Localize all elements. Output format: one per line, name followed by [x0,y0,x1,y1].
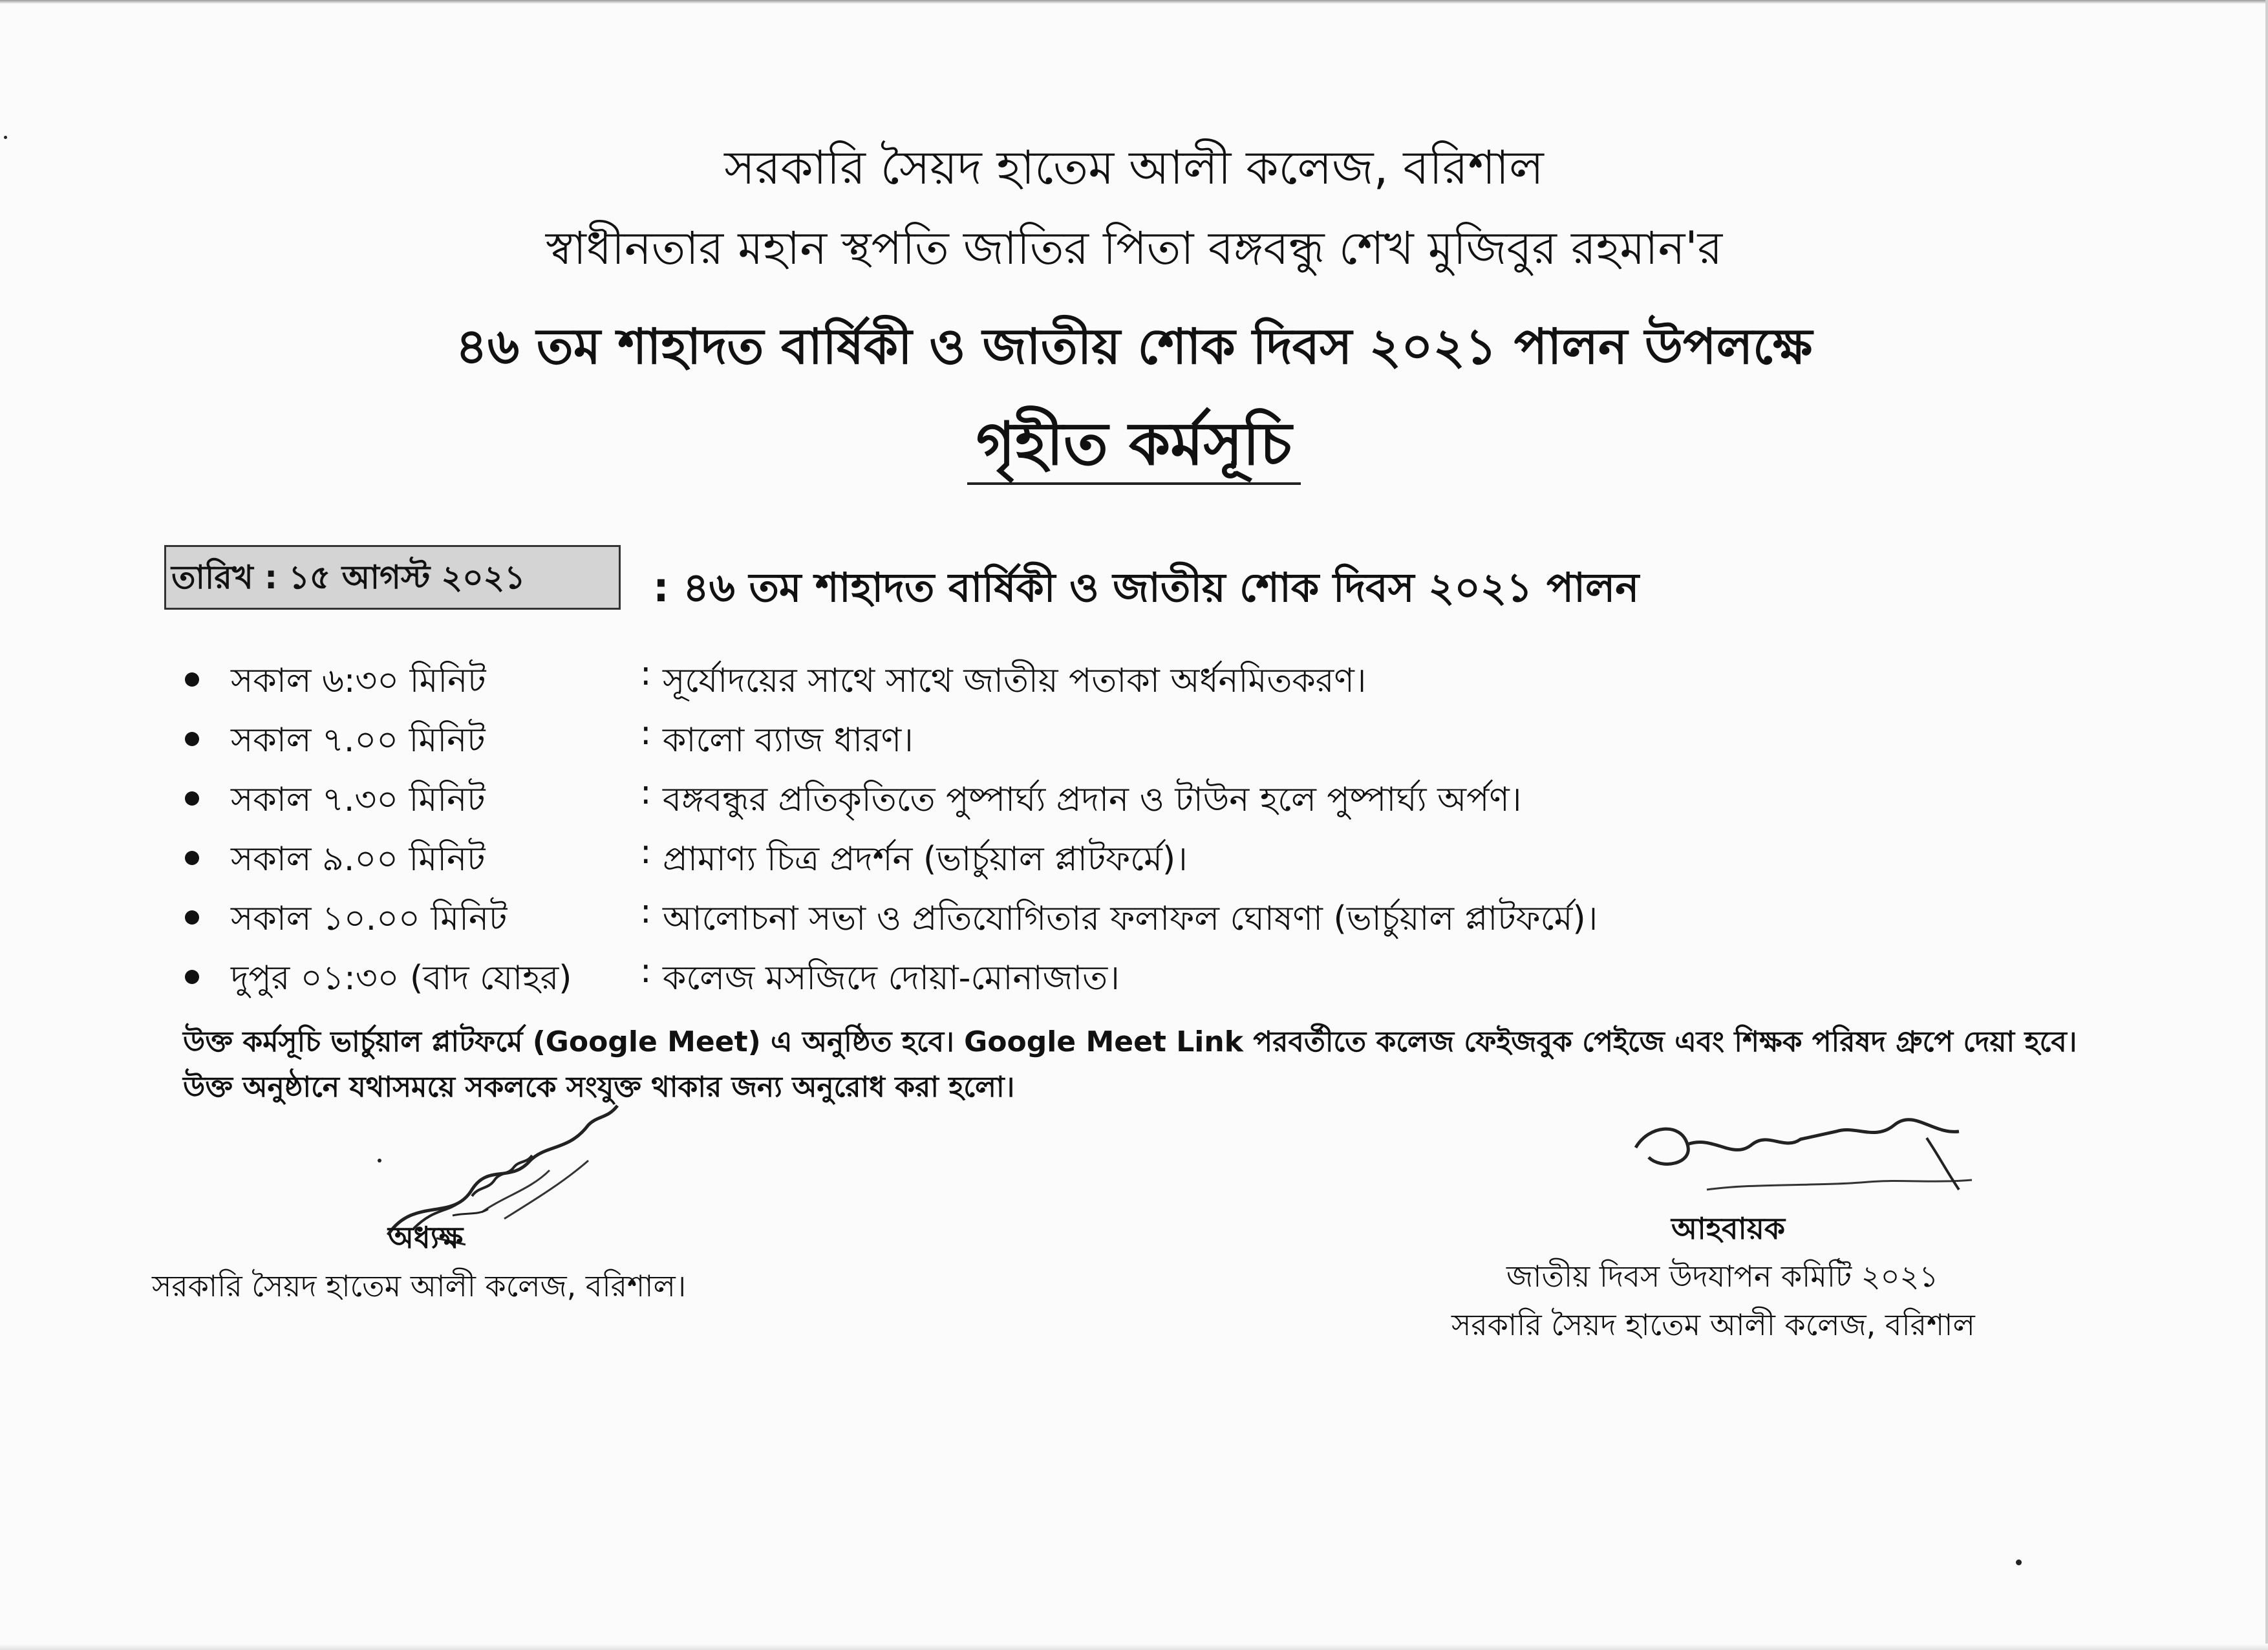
schedule-activity: কালো ব্যাজ ধারণ। [663,721,914,760]
principal-role: অধ্যক্ষ [388,1220,464,1255]
schedule-separator: : [640,714,652,753]
bullet-icon [185,732,199,746]
schedule-separator: : [640,654,652,693]
note-line: উক্ত অনুষ্ঠানে যথাসময়ে সকলকে সংযুক্ত থাকার জন্য অনুরোধ করা হলো। [183,1071,1015,1104]
schedule-item [0,773,2268,825]
schedule-separator: : [640,833,652,872]
schedule-item [0,892,2268,944]
schedule-activity: কলেজ মসজিদে দোয়া-মোনাজাত। [663,959,1120,998]
occasion-heading: ৪৬ তম শাহাদত বার্ষিকী ও জাতীয় শোক দিবস ২০২১ পালন উপলক্ষে [455,317,1813,375]
schedule-activity: প্রামাণ্য চিত্র প্রদর্শন (ভার্চুয়াল প্লাটফর্মে)। [663,840,1188,879]
scan-edge-bottom [0,1644,2268,1650]
schedule-activity: আলোচনা সভা ও প্রতিযোগিতার ফলাফল ঘোষণা (ভার্চুয়াল প্লাটফর্মে)। [663,899,1598,938]
bullet-icon [185,910,199,925]
schedule-item [0,952,2268,1003]
principal-organization: সরকারি সৈয়দ হাতেম আলী কলেজ, বরিশাল। [152,1269,687,1303]
tribute-heading: স্বাধীনতার মহান স্থপতি জাতির পিতা বঙ্গবন্ধু শেখ মুজিবুর রহমান'র [545,222,1723,275]
schedule-time: সকাল ৭.০০ মিনিট [231,721,486,760]
schedule-activity: বঙ্গবন্ধুর প্রতিকৃতিতে পুষ্পার্ঘ্য প্রদান ও টাউন হলে পুষ্পার্ঘ্য অর্পণ। [663,780,1522,819]
note-line: উক্ত কর্মসূচি ভার্চুয়াল প্লাটফর্মে (Google Meet) এ অনুষ্ঠিত হবে। Google Meet Link পরবর্তীতে কলেজ ফেইজবুক পেইজে এবং শিক্ষক পরিষদ গ্রুপে দেয়া হবে। [183,1025,2077,1058]
schedule-item [0,833,2268,884]
convener-organization: সরকারি সৈয়দ হাতেম আলী কলেজ, বরিশাল [1451,1307,1975,1342]
date-event-text: : ৪৬ তম শাহাদত বার্ষিকী ও জাতীয় শোক দিবস ২০২১ পালন [653,564,1640,611]
scan-edge-top [0,0,2268,4]
bullet-icon [185,970,199,984]
schedule-time: সকাল ৯.০০ মিনিট [231,840,486,879]
schedule-item [0,714,2268,766]
convener-committee: জাতীয় দিবস উদযাপন কমিটি ২০২১ [1506,1259,1939,1294]
program-title [0,398,2268,497]
scan-speck [378,1159,381,1162]
bullet-icon [185,672,199,687]
schedule-time: সকাল ১০.০০ মিনিট [231,899,508,938]
convener-role: আহবায়ক [1671,1211,1786,1246]
date-label-box: তারিখ : ১৫ আগস্ট ২০২১ [164,545,621,610]
schedule-separator: : [640,892,652,931]
schedule-activity: সূর্যোদয়ের সাথে সাথে জাতীয় পতাকা অর্ধনমিতকরণ। [663,661,1367,700]
scan-speck [2016,1559,2022,1565]
schedule-separator: : [640,773,652,812]
schedule-time: সকাল ৭.৩০ মিনিট [231,780,486,819]
convener-signature [1623,1099,1985,1216]
scan-speck [4,136,7,139]
bullet-icon [185,791,199,806]
bullet-icon [185,851,199,865]
schedule-time: সকাল ৬:৩০ মিনিট [231,661,486,700]
college-name-heading: সরকারি সৈয়দ হাতেম আলী কলেজ, বরিশাল [724,140,1544,195]
schedule-separator: : [640,952,652,991]
schedule-item [0,654,2268,706]
program-title-text: গৃহীত কর্মসূচি [967,409,1301,485]
schedule-time: দুপুর ০১:৩০ (বাদ যোহর) [231,959,572,998]
